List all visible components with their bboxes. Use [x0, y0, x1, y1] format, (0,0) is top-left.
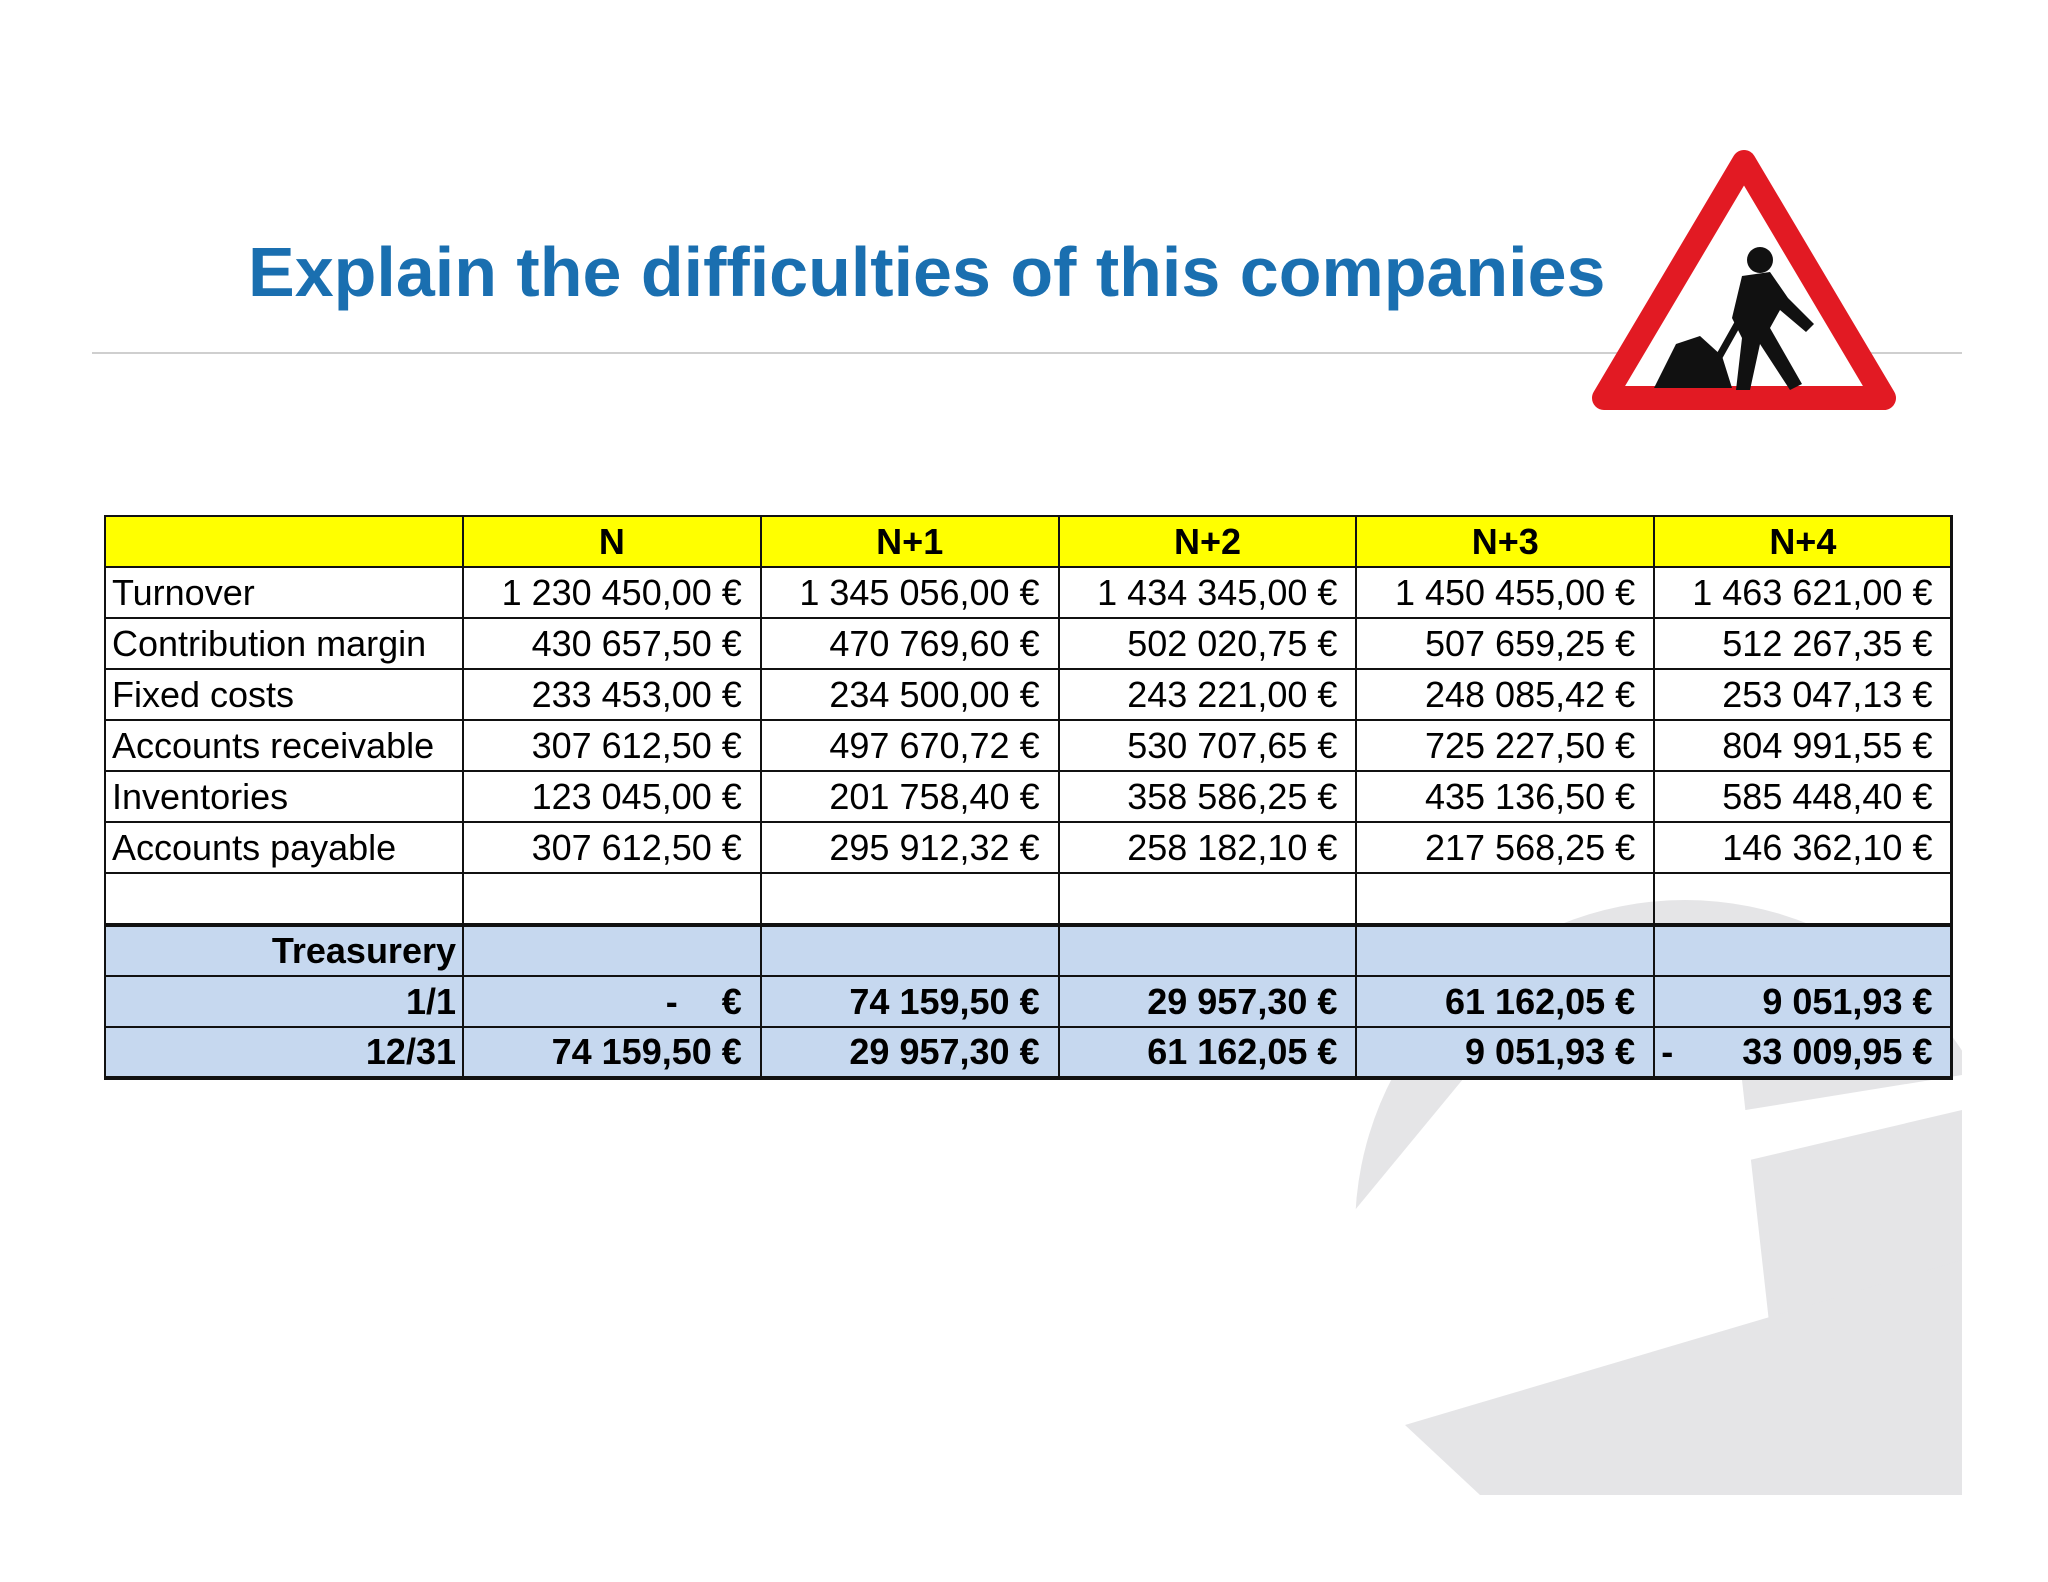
row-label: Contribution margin: [105, 618, 463, 669]
table-cell: 530 707,65 €: [1059, 720, 1357, 771]
row-label: Fixed costs: [105, 669, 463, 720]
empty-cell: [105, 873, 463, 925]
table-row: [105, 567, 1952, 618]
table-cell: 1 463 621,00 €: [1654, 567, 1952, 618]
empty-cell: [1654, 873, 1952, 925]
table-cell: 804 991,55 €: [1654, 720, 1952, 771]
negative-sign: -: [1661, 1031, 1674, 1072]
table-cell: 74 159,50 €: [761, 976, 1059, 1027]
table-cell: 725 227,50 €: [1356, 720, 1654, 771]
table-cell: 146 362,10 €: [1654, 822, 1952, 873]
empty-cell: [1356, 925, 1654, 976]
treasury-opening-row: [105, 976, 1952, 1027]
table-cell: 61 162,05 €: [1059, 1027, 1357, 1078]
empty-cell: [761, 925, 1059, 976]
row-label: Turnover: [105, 567, 463, 618]
table-cell: 123 045,00 €: [463, 771, 761, 822]
table-cell: 258 182,10 €: [1059, 822, 1357, 873]
table-cell: 243 221,00 €: [1059, 669, 1357, 720]
row-label: Inventories: [105, 771, 463, 822]
empty-cell: [463, 925, 761, 976]
table-cell: 61 162,05 €: [1356, 976, 1654, 1027]
table-cell: 307 612,50 €: [463, 720, 761, 771]
table-cell: 1 450 455,00 €: [1356, 567, 1654, 618]
table-cell: 29 957,30 €: [761, 1027, 1059, 1078]
header-year: N+1: [761, 516, 1059, 567]
table-cell: 1 345 056,00 €: [761, 567, 1059, 618]
empty-row: [105, 873, 1952, 925]
treasury-label: Treasurery: [105, 925, 463, 976]
table-cell: 507 659,25 €: [1356, 618, 1654, 669]
table-row: [105, 720, 1952, 771]
table-cell: 233 453,00 €: [463, 669, 761, 720]
table-cell: 253 047,13 €: [1654, 669, 1952, 720]
financial-table: [104, 515, 1953, 1080]
table-cell: 497 670,72 €: [761, 720, 1059, 771]
table-cell: 201 758,40 €: [761, 771, 1059, 822]
row-label: 12/31: [105, 1027, 463, 1078]
empty-cell: [1059, 873, 1357, 925]
table-row: [105, 618, 1952, 669]
empty-cell: [1059, 925, 1357, 976]
header-year: N+2: [1059, 516, 1357, 567]
table-cell: 234 500,00 €: [761, 669, 1059, 720]
header-blank: [105, 516, 463, 567]
currency-unit: €: [721, 980, 742, 1022]
table-cell: 435 136,50 €: [1356, 771, 1654, 822]
table-cell: 512 267,35 €: [1654, 618, 1952, 669]
row-label: Accounts payable: [105, 822, 463, 873]
table-cell: 430 657,50 €: [463, 618, 761, 669]
table-cell: 29 957,30 €: [1059, 976, 1357, 1027]
table-cell: 585 448,40 €: [1654, 771, 1952, 822]
table-cell: [463, 976, 761, 1027]
table-row: [105, 822, 1952, 873]
header-year: N: [463, 516, 761, 567]
empty-cell: [761, 873, 1059, 925]
header-year: N+3: [1356, 516, 1654, 567]
table-cell: 9 051,93 €: [1356, 1027, 1654, 1078]
empty-cell: [463, 873, 761, 925]
table-cell: 295 912,32 €: [761, 822, 1059, 873]
table-cell: 217 568,25 €: [1356, 822, 1654, 873]
table-cell: 307 612,50 €: [463, 822, 761, 873]
table-cell: 1 434 345,00 €: [1059, 567, 1357, 618]
slide-title: Explain the difficulties of this companies: [248, 233, 1606, 311]
empty-cell: [1654, 925, 1952, 976]
table-cell: 9 051,93 €: [1654, 976, 1952, 1027]
table-row: [105, 669, 1952, 720]
treasury-closing-row: [105, 1027, 1952, 1078]
table-cell: 1 230 450,00 €: [463, 567, 761, 618]
table-cell: 470 769,60 €: [761, 618, 1059, 669]
header-year: N+4: [1654, 516, 1952, 567]
treasury-header-row: [105, 925, 1952, 976]
table-cell: [1654, 1027, 1952, 1078]
row-label: Accounts receivable: [105, 720, 463, 771]
table-header-row: [105, 516, 1952, 567]
empty-cell: [1356, 873, 1654, 925]
table-cell: 358 586,25 €: [1059, 771, 1357, 822]
negative-value: 33 009,95 €: [1742, 1031, 1933, 1072]
table-cell: 502 020,75 €: [1059, 618, 1357, 669]
zero-dash: -: [665, 980, 678, 1022]
table-cell: 74 159,50 €: [463, 1027, 761, 1078]
table-cell: 248 085,42 €: [1356, 669, 1654, 720]
table-row: [105, 771, 1952, 822]
row-label: 1/1: [105, 976, 463, 1027]
roadworks-warning-sign-icon: [1592, 148, 1897, 420]
